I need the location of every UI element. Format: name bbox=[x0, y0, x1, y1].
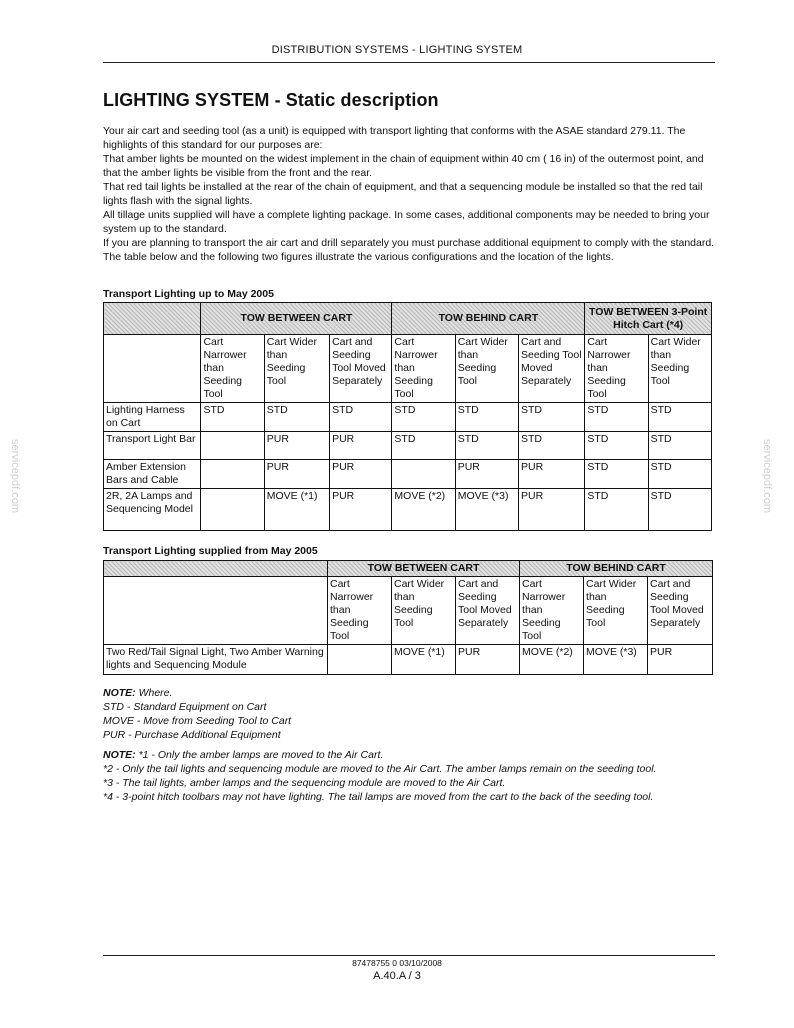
table-cell: PUR bbox=[264, 432, 329, 460]
note-line: *2 - Only the tail lights and sequencing module are moved to the Air Cart. The amber lamps remain on the seeding tool. bbox=[103, 763, 657, 775]
table-cell: PUR bbox=[648, 645, 713, 675]
table-cell: STD bbox=[585, 432, 648, 460]
page-reference: A.40.A / 3 bbox=[373, 970, 421, 982]
column-header: Cart Narrower than Seeding Tool bbox=[392, 335, 455, 403]
table-cell: MOVE (*3) bbox=[455, 489, 518, 531]
note-label: NOTE: bbox=[103, 687, 136, 699]
table-cell: STD bbox=[648, 432, 711, 460]
table-cell: STD bbox=[455, 432, 518, 460]
footer-rule bbox=[103, 955, 715, 956]
table-cell bbox=[201, 460, 264, 489]
intro-paragraph: That amber lights be mounted on the widest implement in the chain of equipment within 40 cm ( 16 in) of the outermost point, and that the amber lights be visible from the front and the rear. bbox=[103, 153, 704, 179]
table-cell: PUR bbox=[264, 460, 329, 489]
document-code: 87478755 0 03/10/2008 bbox=[352, 958, 442, 968]
note-line: MOVE - Move from Seeding Tool to Cart bbox=[103, 715, 292, 727]
watermark-left: servicepdf.com bbox=[8, 439, 21, 513]
table-row bbox=[104, 460, 712, 489]
group-header: TOW BEHIND CART bbox=[392, 303, 585, 335]
page-title: LIGHTING SYSTEM - Static description bbox=[103, 90, 439, 110]
note-label: NOTE: bbox=[103, 749, 136, 761]
row-label: Transport Light Bar bbox=[104, 432, 201, 460]
footnotes bbox=[103, 748, 718, 804]
column-header: Cart Wider than Seeding Tool bbox=[264, 335, 329, 403]
note-line: STD - Standard Equipment on Cart bbox=[103, 701, 267, 713]
table-cell bbox=[328, 645, 392, 675]
group-header: TOW BETWEEN CART bbox=[201, 303, 392, 335]
table1-corner-blank bbox=[104, 335, 201, 403]
table-cell: PUR bbox=[456, 645, 520, 675]
table-cell: STD bbox=[264, 403, 329, 432]
table-cell: STD bbox=[648, 460, 711, 489]
column-header: Cart and Seeding Tool Moved Separately bbox=[648, 577, 713, 645]
column-header: Cart and Seeding Tool Moved Separately bbox=[519, 335, 585, 403]
intro-paragraph: Your air cart and seeding tool (as a unit) is equipped with transport lighting that conforms with the ASAE standard 279.11. The highlights of this standard for our purposes are: bbox=[103, 125, 686, 151]
section-header: DISTRIBUTION SYSTEMS - LIGHTING SYSTEM bbox=[271, 44, 523, 56]
column-header: Cart and Seeding Tool Moved Separately bbox=[330, 335, 392, 403]
table2-heading: Transport Lighting supplied from May 2005 bbox=[103, 545, 318, 557]
column-header: Cart Narrower than Seeding Tool bbox=[585, 335, 648, 403]
table-cell: STD bbox=[201, 403, 264, 432]
table-cell: STD bbox=[585, 403, 648, 432]
watermark-right: servicepdf.com bbox=[760, 439, 773, 513]
row-label: 2R, 2A Lamps and Sequencing Model bbox=[104, 489, 201, 531]
table-cell: MOVE (*1) bbox=[392, 645, 456, 675]
intro-paragraph: If you are planning to transport the air cart and drill separately you must purchase additional equipment to comply with the standard. bbox=[103, 237, 715, 249]
column-header: Cart Wider than Seeding Tool bbox=[584, 577, 648, 645]
column-header: Cart Narrower than Seeding Tool bbox=[201, 335, 264, 403]
table-cell: STD bbox=[519, 403, 585, 432]
column-header: Cart Wider than Seeding Tool bbox=[648, 335, 711, 403]
table-cell: PUR bbox=[519, 489, 585, 531]
lighting-table-2005 bbox=[103, 302, 712, 531]
note-line: PUR - Purchase Additional Equipment bbox=[103, 729, 281, 741]
table-cell: PUR bbox=[330, 460, 392, 489]
header-rule bbox=[103, 62, 715, 63]
intro-paragraph: All tillage units supplied will have a complete lighting package. In some cases, additional components may be needed to bring your system up to the standard. bbox=[103, 209, 710, 235]
column-header: Cart and Seeding Tool Moved Separately bbox=[456, 577, 520, 645]
column-header: Cart Wider than Seeding Tool bbox=[392, 577, 456, 645]
table-cell: MOVE (*3) bbox=[584, 645, 648, 675]
table-cell: STD bbox=[648, 489, 711, 531]
column-header: Cart Narrower than Seeding Tool bbox=[328, 577, 392, 645]
table1-heading: Transport Lighting up to May 2005 bbox=[103, 288, 274, 300]
group-header: TOW BETWEEN 3-Point Hitch Cart (*4) bbox=[585, 303, 712, 335]
intro-text bbox=[103, 124, 715, 264]
table-row bbox=[104, 403, 712, 432]
row-label: Lighting Harness on Cart bbox=[104, 403, 201, 432]
intro-paragraph: That red tail lights be installed at the rear of the chain of equipment, and that a sequencing module be installed so that the red tail lights flash with the signal lights. bbox=[103, 181, 703, 207]
table-cell: MOVE (*2) bbox=[392, 489, 455, 531]
table-cell: STD bbox=[392, 432, 455, 460]
table-cell: STD bbox=[585, 489, 648, 531]
table-row bbox=[104, 489, 712, 531]
table-cell: PUR bbox=[330, 489, 392, 531]
table-cell bbox=[392, 460, 455, 489]
note-text: Where. bbox=[138, 687, 173, 699]
group-header: TOW BETWEEN CART bbox=[328, 561, 520, 577]
group-header: TOW BEHIND CART bbox=[520, 561, 713, 577]
table1-corner bbox=[104, 303, 201, 335]
row-label: Two Red/Tail Signal Light, Two Amber Warning lights and Sequencing Module bbox=[104, 645, 328, 675]
column-header: Cart Narrower than Seeding Tool bbox=[520, 577, 584, 645]
table2-corner-blank bbox=[104, 577, 328, 645]
table-cell: MOVE (*1) bbox=[264, 489, 329, 531]
table-cell: PUR bbox=[519, 460, 585, 489]
table-cell: STD bbox=[330, 403, 392, 432]
table-cell: PUR bbox=[455, 460, 518, 489]
table-cell: MOVE (*2) bbox=[520, 645, 584, 675]
table-cell: PUR bbox=[330, 432, 392, 460]
table2-corner bbox=[104, 561, 328, 577]
note-line: *3 - The tail lights, amber lamps and the sequencing module are moved to the Air Cart. bbox=[103, 777, 506, 789]
table-cell: STD bbox=[585, 460, 648, 489]
table-cell: STD bbox=[455, 403, 518, 432]
table-cell bbox=[201, 489, 264, 531]
table-cell: STD bbox=[519, 432, 585, 460]
note-line: *4 - 3-point hitch toolbars may not have lighting. The tail lamps are moved from the cart to the back of the seeding tool. bbox=[103, 791, 654, 803]
table-cell: STD bbox=[392, 403, 455, 432]
note-text: *1 - Only the amber lamps are moved to the Air Cart. bbox=[138, 749, 384, 761]
row-label: Amber Extension Bars and Cable bbox=[104, 460, 201, 489]
table-cell bbox=[201, 432, 264, 460]
intro-paragraph: The table below and the following two figures illustrate the various configurations and the location of the lights. bbox=[103, 251, 614, 263]
table-cell: STD bbox=[648, 403, 711, 432]
table-row bbox=[104, 645, 713, 675]
lighting-table-from-2005 bbox=[103, 560, 713, 675]
abbreviation-notes bbox=[103, 686, 718, 742]
table-row bbox=[104, 432, 712, 460]
column-header: Cart Wider than Seeding Tool bbox=[455, 335, 518, 403]
